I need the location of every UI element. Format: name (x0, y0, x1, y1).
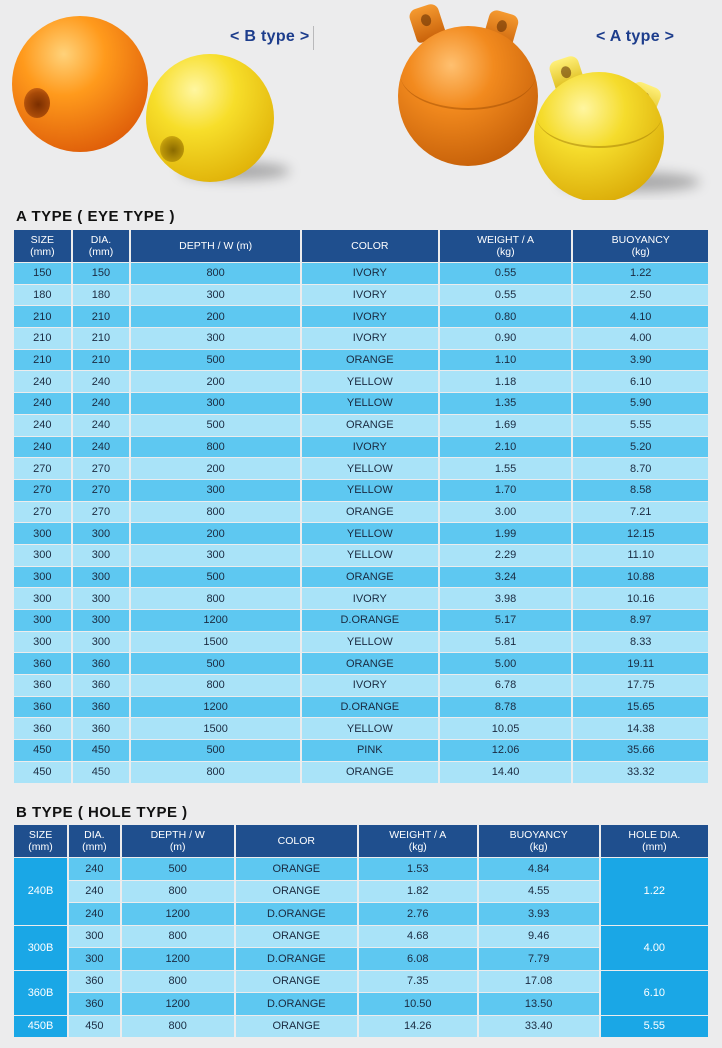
table-cell: 800 (131, 588, 300, 609)
table-cell: 240 (73, 371, 130, 392)
table-cell: 3.98 (440, 588, 572, 609)
table-cell: 240 (14, 437, 71, 458)
table-a-title: A TYPE ( EYE TYPE ) (16, 208, 175, 225)
table-cell: 800 (131, 502, 300, 523)
size-group-cell: 360B (14, 971, 67, 1015)
table-cell: 210 (14, 350, 71, 371)
table-cell: 1.69 (440, 415, 572, 436)
table-cell: 240 (14, 415, 71, 436)
table-b-title: B TYPE ( HOLE TYPE ) (16, 804, 188, 821)
table-cell: 800 (122, 881, 234, 903)
table-cell: IVORY (302, 437, 438, 458)
table-row (14, 263, 708, 284)
table-cell: 200 (131, 458, 300, 479)
column-header-label: HOLE DIA. (628, 829, 681, 841)
table-cell: 450 (69, 1016, 120, 1038)
column-header-unit: (kg) (631, 246, 650, 258)
table-cell: 300 (69, 926, 120, 948)
table-row (14, 610, 708, 631)
table-cell: 0.55 (440, 263, 572, 284)
column-header (573, 230, 708, 262)
table-row (14, 588, 708, 609)
table-cell: 14.26 (359, 1016, 477, 1038)
table-row (14, 697, 708, 718)
size-group-cell: 240B (14, 858, 67, 925)
table-cell: 2.10 (440, 437, 572, 458)
table-row (14, 567, 708, 588)
table-cell: 270 (73, 480, 130, 501)
table-cell: 800 (131, 263, 300, 284)
table-cell: 5.17 (440, 610, 572, 631)
column-header-label: COLOR (277, 835, 315, 847)
column-header (479, 825, 599, 857)
table-cell: ORANGE (236, 858, 357, 880)
column-header (440, 230, 572, 262)
table-cell: 180 (14, 285, 71, 306)
table-cell: 4.84 (479, 858, 599, 880)
table-cell: 300 (131, 328, 300, 349)
table-row (14, 523, 708, 544)
table-cell: 300 (73, 545, 130, 566)
table-cell: 4.00 (573, 328, 708, 349)
table-cell: 150 (73, 263, 130, 284)
table-cell: 1.99 (440, 523, 572, 544)
table-cell: 300 (14, 610, 71, 631)
table-cell: 1200 (122, 948, 234, 970)
table-cell: 200 (131, 371, 300, 392)
column-header (14, 825, 67, 857)
column-header-label: BUOYANCY (509, 829, 568, 841)
table-cell: 800 (122, 971, 234, 993)
table-cell: 300 (14, 523, 71, 544)
table-row (14, 740, 708, 761)
table-cell: IVORY (302, 306, 438, 327)
table-cell: 360 (73, 697, 130, 718)
table-cell: 1.18 (440, 371, 572, 392)
table-cell: 450 (73, 740, 130, 761)
table-cell: D.ORANGE (236, 993, 357, 1015)
table-cell: 1.10 (440, 350, 572, 371)
table-cell: ORANGE (302, 415, 438, 436)
table-cell: 450 (73, 762, 130, 783)
column-header-unit: (mm) (642, 841, 667, 853)
table-cell: 180 (73, 285, 130, 306)
table-cell: 800 (122, 926, 234, 948)
table-cell: 270 (73, 502, 130, 523)
table-cell: 8.33 (573, 632, 708, 653)
table-cell: 5.55 (573, 415, 708, 436)
table-cell: ORANGE (302, 762, 438, 783)
column-header-label: DEPTH / W (150, 829, 205, 841)
table-cell: 1.55 (440, 458, 572, 479)
table-cell: 300 (73, 523, 130, 544)
table-cell: 210 (73, 306, 130, 327)
table-cell: D.ORANGE (236, 903, 357, 925)
table-cell: 33.32 (573, 762, 708, 783)
table-cell: 300 (14, 588, 71, 609)
table-row (14, 393, 708, 414)
table-row (14, 762, 708, 783)
table-cell: 12.06 (440, 740, 572, 761)
table-cell: YELLOW (302, 718, 438, 739)
column-header-label: DIA. (84, 829, 105, 841)
b-type-label: < B type > (230, 28, 310, 45)
table-cell: 3.00 (440, 502, 572, 523)
hole-icon (24, 88, 50, 118)
table-cell: IVORY (302, 285, 438, 306)
table-row (14, 858, 708, 880)
table-row (14, 371, 708, 392)
table-cell: 1.53 (359, 858, 477, 880)
table-cell: 6.10 (573, 371, 708, 392)
table-row (14, 675, 708, 696)
table-cell: 6.08 (359, 948, 477, 970)
table-cell: 800 (131, 437, 300, 458)
table-cell: 1200 (131, 697, 300, 718)
table-row (14, 306, 708, 327)
table-cell: 14.40 (440, 762, 572, 783)
column-header-unit: (mm) (82, 841, 107, 853)
table-cell: ORANGE (236, 971, 357, 993)
table-cell: 35.66 (573, 740, 708, 761)
table-cell: YELLOW (302, 523, 438, 544)
table-cell: 17.08 (479, 971, 599, 993)
table-cell: 500 (131, 350, 300, 371)
table-cell: 300 (73, 632, 130, 653)
table-cell: 500 (131, 740, 300, 761)
column-header (14, 230, 71, 262)
table-cell: 500 (131, 653, 300, 674)
table-row (14, 328, 708, 349)
table-cell: 360 (73, 653, 130, 674)
column-header-unit: (mm) (88, 246, 114, 258)
table-cell: IVORY (302, 675, 438, 696)
table-cell: 500 (131, 415, 300, 436)
hole-icon (160, 136, 184, 162)
orange-hole-ball (12, 16, 148, 152)
table-cell: 33.40 (479, 1016, 599, 1038)
divider (313, 26, 314, 50)
hole-dia-group-cell: 5.55 (601, 1016, 708, 1038)
table-cell: YELLOW (302, 458, 438, 479)
table-cell: 1.82 (359, 881, 477, 903)
table-cell: 270 (14, 502, 71, 523)
table-cell: 1200 (122, 903, 234, 925)
table-cell: 10.50 (359, 993, 477, 1015)
table-cell: 7.79 (479, 948, 599, 970)
table-cell: 360 (14, 653, 71, 674)
table-cell: 11.10 (573, 545, 708, 566)
table-cell: 1200 (122, 993, 234, 1015)
table-cell: 0.90 (440, 328, 572, 349)
a-type-label: < A type > (596, 28, 675, 45)
table-cell: 360 (73, 718, 130, 739)
table-cell: 5.20 (573, 437, 708, 458)
table-cell: 5.90 (573, 393, 708, 414)
table-cell: IVORY (302, 263, 438, 284)
table-cell: 300 (14, 632, 71, 653)
table-cell: 10.05 (440, 718, 572, 739)
column-header (131, 230, 300, 262)
table-cell: 8.78 (440, 697, 572, 718)
yellow-hole-ball (146, 54, 274, 182)
table-cell: 10.16 (573, 588, 708, 609)
table-cell: 17.75 (573, 675, 708, 696)
table-cell: ORANGE (302, 567, 438, 588)
table-cell: 300 (73, 610, 130, 631)
table-cell: 210 (73, 350, 130, 371)
column-header-label: WEIGHT / A (389, 829, 447, 841)
table-cell: ORANGE (302, 653, 438, 674)
table-cell: 12.15 (573, 523, 708, 544)
table-cell: 1.22 (573, 263, 708, 284)
table-cell: 8.58 (573, 480, 708, 501)
column-header-label: BUOYANCY (611, 234, 670, 246)
table-cell: 450 (14, 762, 71, 783)
column-header-label: SIZE (28, 829, 53, 841)
table-cell: IVORY (302, 328, 438, 349)
column-header (359, 825, 477, 857)
table-cell: 360 (14, 697, 71, 718)
table-row (14, 437, 708, 458)
table-cell: 1500 (131, 718, 300, 739)
table-cell: IVORY (302, 588, 438, 609)
table-cell: 240 (14, 371, 71, 392)
table-cell: 0.55 (440, 285, 572, 306)
table-cell: 3.24 (440, 567, 572, 588)
table-cell: YELLOW (302, 480, 438, 501)
table-cell: 1200 (131, 610, 300, 631)
table-header-row (14, 825, 708, 857)
table-cell: 150 (14, 263, 71, 284)
table-cell: 240 (73, 393, 130, 414)
column-header (69, 825, 120, 857)
table-cell: 5.00 (440, 653, 572, 674)
table-row (14, 415, 708, 436)
table-cell: 270 (14, 480, 71, 501)
column-header-unit: (kg) (408, 841, 427, 853)
table-cell: 3.90 (573, 350, 708, 371)
table-cell: 360 (14, 718, 71, 739)
table-cell: 300 (131, 480, 300, 501)
table-cell: 360 (69, 971, 120, 993)
table-cell: 8.97 (573, 610, 708, 631)
table-cell: 800 (122, 1016, 234, 1038)
table-cell: 270 (73, 458, 130, 479)
table-cell: 300 (131, 545, 300, 566)
column-header-label: SIZE (30, 234, 54, 246)
table-cell: 300 (69, 948, 120, 970)
column-header-unit: (kg) (496, 246, 515, 258)
table-cell: 240 (14, 393, 71, 414)
table-cell: 360 (14, 675, 71, 696)
table-cell: ORANGE (302, 502, 438, 523)
table-cell: 360 (69, 993, 120, 1015)
column-header-label: WEIGHT / A (477, 234, 535, 246)
table-row (14, 1016, 708, 1038)
table-cell: 1.35 (440, 393, 572, 414)
table-row (14, 971, 708, 993)
table-cell: 19.11 (573, 653, 708, 674)
table-cell: 800 (131, 762, 300, 783)
table-cell: 240 (69, 881, 120, 903)
table-cell: 240 (73, 415, 130, 436)
size-group-cell: 450B (14, 1016, 67, 1038)
column-header (73, 230, 130, 262)
table-cell: PINK (302, 740, 438, 761)
table-cell: 300 (14, 567, 71, 588)
product-hero (0, 0, 722, 200)
table-cell: 10.88 (573, 567, 708, 588)
table-cell: 13.50 (479, 993, 599, 1015)
table-cell: ORANGE (236, 926, 357, 948)
ball-seam (400, 38, 536, 110)
table-cell: YELLOW (302, 545, 438, 566)
table-cell: YELLOW (302, 393, 438, 414)
table-cell: YELLOW (302, 632, 438, 653)
column-header (122, 825, 234, 857)
table-cell: 7.35 (359, 971, 477, 993)
table-cell: ORANGE (236, 881, 357, 903)
table-cell: 500 (131, 567, 300, 588)
table-cell: 240 (69, 903, 120, 925)
table-cell: 14.38 (573, 718, 708, 739)
table-cell: 2.76 (359, 903, 477, 925)
table-cell: 240 (69, 858, 120, 880)
table-cell: 300 (73, 588, 130, 609)
table-cell: 800 (131, 675, 300, 696)
table-cell: 450 (14, 740, 71, 761)
table-cell: 300 (131, 393, 300, 414)
table-header-row (14, 230, 708, 262)
table-cell: 300 (73, 567, 130, 588)
table-cell: 2.29 (440, 545, 572, 566)
column-header-unit: (m) (169, 841, 186, 853)
ball-seam (536, 82, 662, 148)
table-cell: 500 (122, 858, 234, 880)
table-cell: 1.70 (440, 480, 572, 501)
table-row (14, 285, 708, 306)
b-type-spec-table (12, 824, 710, 1038)
table-row (14, 502, 708, 523)
table-cell: ORANGE (236, 1016, 357, 1038)
column-header-label: DEPTH / W (m) (179, 240, 253, 252)
table-cell: 4.55 (479, 881, 599, 903)
table-cell: 300 (14, 545, 71, 566)
hole-dia-group-cell: 4.00 (601, 926, 708, 970)
column-header (601, 825, 708, 857)
table-cell: 5.81 (440, 632, 572, 653)
table-row (14, 632, 708, 653)
table-cell: 4.10 (573, 306, 708, 327)
table-cell: 7.21 (573, 502, 708, 523)
size-group-cell: 300B (14, 926, 67, 970)
table-cell: 360 (73, 675, 130, 696)
table-cell: 8.70 (573, 458, 708, 479)
table-cell: 1500 (131, 632, 300, 653)
hole-dia-group-cell: 1.22 (601, 858, 708, 925)
column-header (236, 825, 357, 857)
table-cell: 210 (14, 306, 71, 327)
table-cell: 270 (14, 458, 71, 479)
table-row (14, 350, 708, 371)
table-cell: 6.78 (440, 675, 572, 696)
table-cell: 15.65 (573, 697, 708, 718)
table-cell: 240 (73, 437, 130, 458)
column-header-label: DIA. (90, 234, 112, 246)
table-cell: 200 (131, 523, 300, 544)
table-cell: D.ORANGE (302, 697, 438, 718)
column-header-label: COLOR (351, 240, 389, 252)
table-cell: 200 (131, 306, 300, 327)
table-cell: D.ORANGE (236, 948, 357, 970)
column-header (302, 230, 438, 262)
table-cell: D.ORANGE (302, 610, 438, 631)
table-cell: 3.93 (479, 903, 599, 925)
table-cell: 210 (14, 328, 71, 349)
table-cell: 4.68 (359, 926, 477, 948)
table-row (14, 480, 708, 501)
a-type-spec-table (12, 229, 710, 784)
column-header-unit: (mm) (28, 841, 53, 853)
table-row (14, 458, 708, 479)
table-cell: 300 (131, 285, 300, 306)
column-header-unit: (mm) (30, 246, 55, 258)
hole-dia-group-cell: 6.10 (601, 971, 708, 1015)
table-cell: 210 (73, 328, 130, 349)
table-cell: ORANGE (302, 350, 438, 371)
column-header-unit: (kg) (529, 841, 548, 853)
table-row (14, 718, 708, 739)
table-row (14, 545, 708, 566)
table-row (14, 653, 708, 674)
table-cell: 9.46 (479, 926, 599, 948)
table-cell: 0.80 (440, 306, 572, 327)
table-cell: 2.50 (573, 285, 708, 306)
table-row (14, 926, 708, 948)
table-cell: YELLOW (302, 371, 438, 392)
